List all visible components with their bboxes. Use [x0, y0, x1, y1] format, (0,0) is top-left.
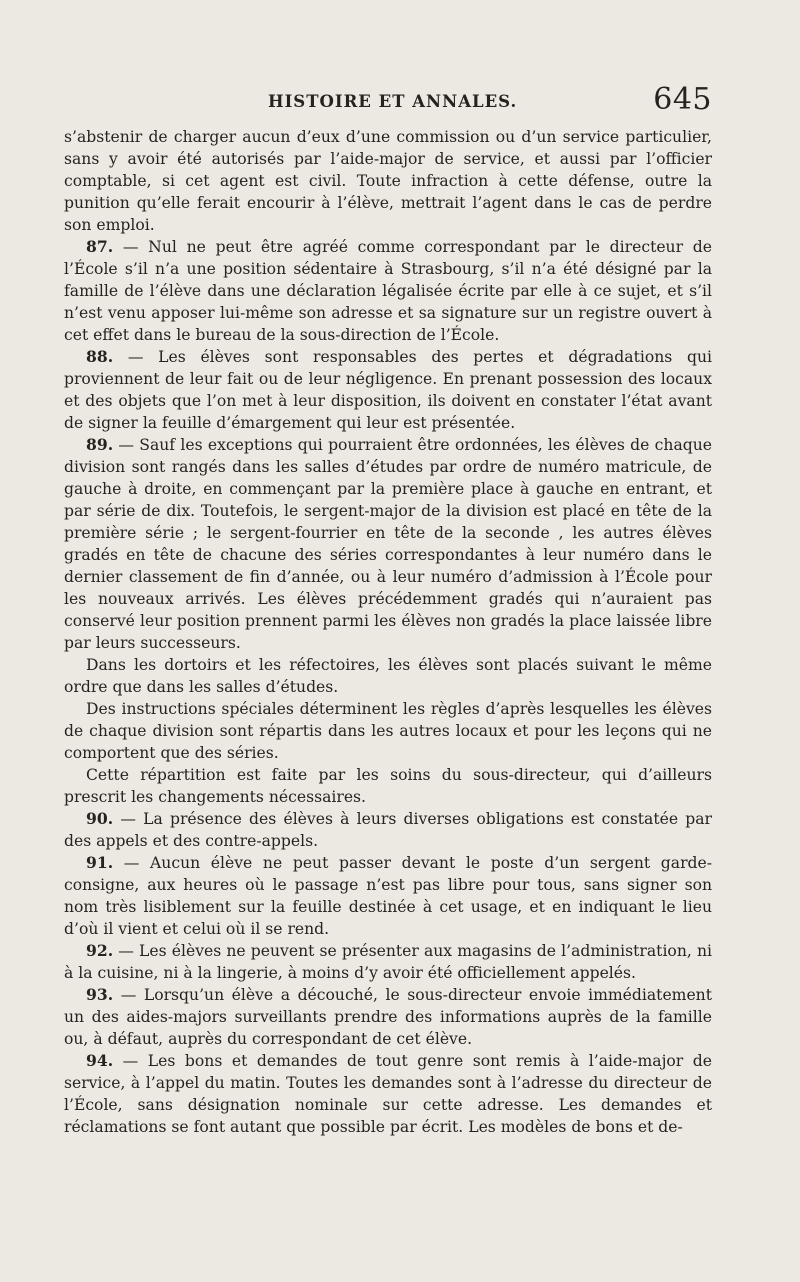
paragraph — [64, 1050, 712, 1138]
paragraph — [64, 984, 712, 1050]
paragraph — [64, 434, 712, 654]
paragraph-text: — Les élèves ne peuvent se présenter aux magasins de l’administration, ni à la cuisine, ni à la lingerie, à moins d’y avoir été officiellement appelés. — [64, 942, 712, 982]
paragraph-text: Cette répartition est faite par les soins du sous-directeur, qui d’ailleurs prescrit les changements nécessaires. — [64, 766, 712, 806]
paragraph-text: Dans les dortoirs et les réfectoires, les élèves sont placés suivant le même ordre que dans les salles d’études. — [64, 656, 712, 696]
body-text — [64, 126, 712, 1138]
paragraph — [64, 940, 712, 984]
paragraph — [64, 346, 712, 434]
paragraph — [64, 764, 712, 808]
paragraph-text: s’abstenir de charger aucun d’eux d’une commission ou d’un service particulier, sans y avoir été autorisés par l’aide-major de service, et aussi par l’officier comptable, si cet agent est civil. Toute infraction à cette défense, outre la punition qu’elle ferait encourir à l’élève, mettrait l’agent dans le cas de perdre son emploi. — [64, 128, 712, 234]
article-number: 93. — [86, 985, 114, 1004]
paragraph — [64, 808, 712, 852]
paragraph-text: — Aucun élève ne peut passer devant le poste d’un sergent garde-consigne, aux heures où le passage n’est pas libre pour tous, sans signer son nom très lisiblement sur la feuille destinée à cet usage, et en indiquant le lieu d’où il vient et celui où il se rend. — [64, 854, 712, 938]
paragraph — [64, 126, 712, 236]
article-number: 90. — [86, 809, 114, 828]
article-number: 87. — [86, 237, 114, 256]
paragraph — [64, 852, 712, 940]
article-number: 89. — [86, 435, 114, 454]
paragraph-text: — Sauf les exceptions qui pourraient être ordonnées, les élèves de chaque division sont rangés dans les salles d’études par ordre de numéro matricule, de gauche à droite, en commençant par la première place à gauche en entrant, et par série de dix. Toutefois, le sergent-major de la division est placé en tête de la première série ; le sergent-fourrier en tête de la seconde , les autres élèves gradés en tête de chacune des séries correspondantes à leur numéro dans le dernier classement de fin d’année, ou à leur numéro d’admission à l’École pour les nouveaux arrivés. Les élèves précédemment gradés qui n’auraient pas conservé leur position prennent parmi les élèves non gradés la place laissée libre par leurs successeurs. — [64, 436, 712, 652]
paragraph — [64, 654, 712, 698]
paragraph-text: — Lorsqu’un élève a découché, le sous-directeur envoie immédiatement un des aides-majors surveillants prendre des informations auprès de la famille ou, à défaut, auprès du correspondant de cet élève. — [64, 986, 712, 1048]
paragraph-text: — La présence des élèves à leurs diverses obligations est constatée par des appels et des contre-appels. — [64, 810, 712, 850]
running-title: HISTOIRE ET ANNALES. — [268, 92, 518, 111]
page-header — [64, 82, 712, 122]
paragraph-text: — Nul ne peut être agréé comme correspondant par le directeur de l’École s’il n’a une position sédentaire à Strasbourg, s’il n’a été désigné par la famille de l’élève dans une déclaration légalisée écrite par elle à ce sujet, et s’il n’est venu apposer lui-même son adresse et sa signature sur un registre ouvert à cet effet dans le bureau de la sous-direction de l’École. — [64, 238, 712, 344]
paragraph — [64, 698, 712, 764]
article-number: 91. — [86, 853, 114, 872]
paragraph-text: Des instructions spéciales déterminent les règles d’après lesquelles les élèves de chaque division sont répartis dans les autres locaux et pour les leçons qui ne comportent que des séries. — [64, 700, 712, 762]
page-number: 645 — [653, 82, 712, 117]
article-number: 94. — [86, 1051, 114, 1070]
paragraph-text: — Les bons et demandes de tout genre sont remis à l’aide-major de service, à l’appel du matin. Toutes les demandes sont à l’adresse du directeur de l’École, sans désignation nominale sur cette adresse. Les demandes et réclamations se font autant que possible par écrit. Les modèles de bons et de- — [64, 1052, 712, 1136]
paragraph — [64, 236, 712, 346]
article-number: 92. — [86, 941, 114, 960]
article-number: 88. — [86, 347, 114, 366]
paragraph-text: — Les élèves sont responsables des pertes et dégradations qui proviennent de leur fait ou de leur négligence. En prenant possession des locaux et des objets que l’on met à leur disposition, ils doivent en constater l’état avant de signer la feuille d’émargement qui leur est présentée. — [64, 348, 712, 432]
